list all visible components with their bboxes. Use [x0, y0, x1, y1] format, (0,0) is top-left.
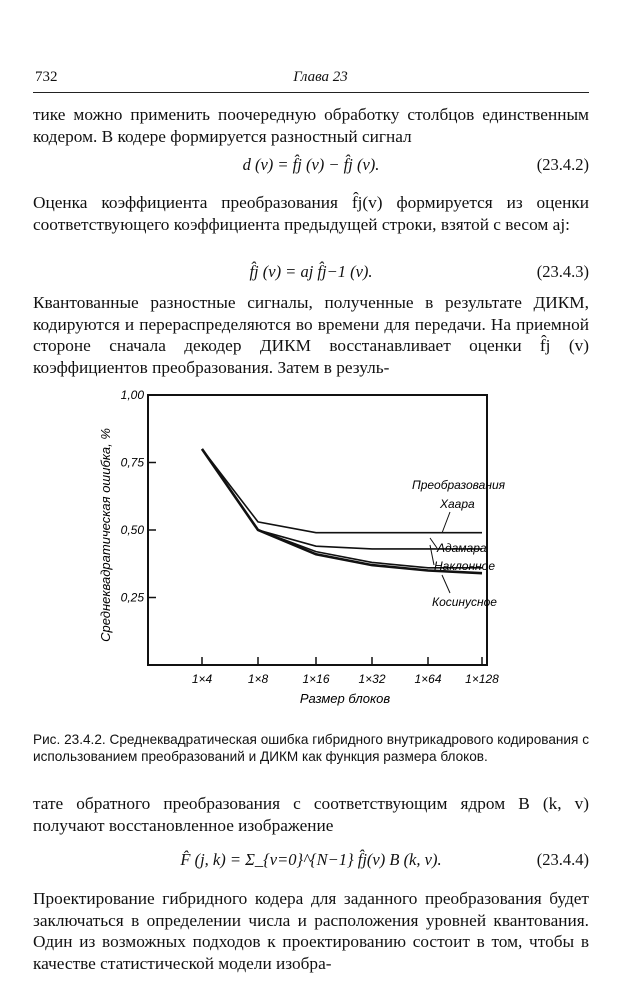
x-tick-label: 1×16: [302, 672, 330, 686]
x-tick-label: 1×8: [247, 672, 269, 686]
y-tick-label: 0,50: [120, 523, 144, 537]
equation-2-formula: f̂j (v) = aj f̂j−1 (v).: [249, 262, 373, 281]
y-tick-label: 0,75: [120, 455, 144, 470]
paragraph-1-text: тике можно применить поочередную обработку столбцов единственным кодером. В кодере формируется разностный сигнал: [33, 105, 589, 146]
paragraph-3: [33, 292, 589, 378]
chapter-title: Глава 23: [293, 69, 348, 85]
x-axis-label: Размер блоков: [299, 691, 391, 706]
paragraph-5-text: Проектирование гибридного кодера для заданного преобразования будет заключаться в определении числа и расположения уровней квантования. Один из возможных подходов к проектированию состоит в том, чтобы в качестве статистической модели изобра-: [33, 889, 589, 973]
paragraph-1: [33, 104, 589, 147]
paragraph-4-text: тате обратного преобразования с соответствующим ядром B (k, v) получают восстановленное изображение: [33, 794, 589, 835]
label-naklonnoe: Наклонное: [434, 559, 496, 573]
leader-naklonnoe: [430, 545, 434, 565]
equation-3-formula: F̂ (j, k) = Σ_{v=0}^{N−1} f̂j(v) B (k, v).: [180, 850, 442, 869]
page-number: 732: [35, 69, 58, 85]
label-kosinusnoe: Косинусное: [432, 595, 497, 609]
x-tick-label: 1×32: [358, 672, 386, 686]
leader-adamara: [430, 538, 437, 548]
error-chart: [90, 385, 550, 720]
paragraph-3-text: Квантованные разностные сигналы, полученные в результате ДИКМ, кодируются и перераспределяются во времени для передачи. На приемной стороне сначала декодер ДИКМ восстанавливает оценки f̂j (v) коэффициентов преобразования. Затем в резуль-: [33, 293, 589, 377]
equation-1-number: (23.4.2): [536, 155, 589, 174]
y-axis-label: Среднеквадратическая ошибка, %: [98, 428, 113, 642]
paragraph-5: [33, 888, 589, 974]
figure-caption: Рис. 23.4.2. Среднеквадратическая ошибка гибридного внутрикадрового кодирования с использованием преобразований и ДИКМ как функция размера блоков.: [33, 732, 589, 764]
y-tick-label: 0,25: [120, 590, 144, 605]
x-tick-label: 1×128: [465, 672, 499, 686]
x-tick-label: 1×4: [191, 672, 213, 686]
x-tick-label: 1×64: [414, 672, 442, 686]
leader-haara: [442, 512, 450, 533]
label-preobrazovaniya: Преобразования: [412, 478, 506, 492]
paragraph-2-text: Оценка коэффициента преобразования f̂j(v) формируется из оценки соответствующего коэффициента предыдущей строки, взятой с весом aj:: [33, 193, 589, 234]
y-tick-label: 1,00: [120, 388, 144, 402]
paragraph-2: [33, 192, 589, 235]
equation-1-formula: d (v) = f̂j (v) − f̂j (v).: [242, 155, 380, 174]
label-adamara: Адамара: [437, 541, 487, 555]
label-haara: Хаара: [440, 497, 475, 511]
equation-3-number: (23.4.4): [536, 850, 589, 869]
leader-kosinusnoe: [442, 575, 450, 593]
paragraph-4: [33, 793, 589, 836]
equation-2-number: (23.4.3): [536, 262, 589, 281]
plot-frame: [148, 395, 487, 665]
header-rule: [33, 92, 589, 93]
